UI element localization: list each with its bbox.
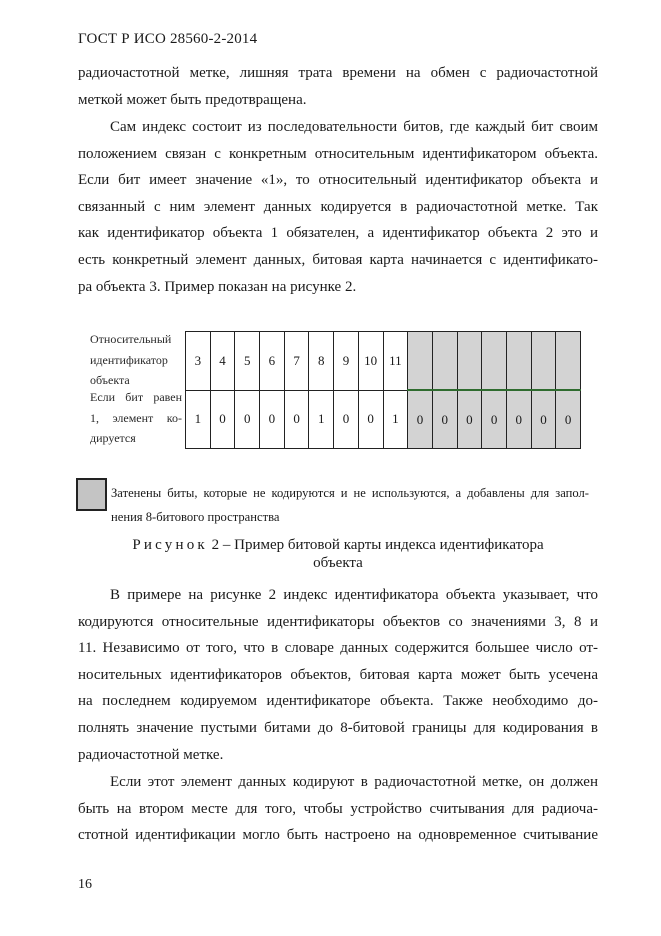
text-line: Сам индекс состоит из последовательности битов, где каждый бит своим xyxy=(110,119,598,135)
text-line: 11. Независимо от того, что в словаре данных содержится большее число от- xyxy=(78,640,598,657)
text-line: В примере на рисунке 2 индекс идентификатора объекта указывает, что xyxy=(110,587,598,603)
object-id-cell xyxy=(457,332,482,391)
bit-cell: 1 xyxy=(186,390,211,449)
legend-text xyxy=(111,481,589,529)
object-id-cell: 7 xyxy=(284,332,309,391)
bit-cell: 0 xyxy=(284,390,309,449)
object-id-cell xyxy=(556,332,581,391)
bitmap-table xyxy=(185,331,581,449)
caption-label: Рисунок xyxy=(132,537,208,553)
document-header: ГОСТ Р ИСО 28560-2-2014 xyxy=(78,31,258,47)
text-line: меткой может быть предотвращена. xyxy=(78,91,307,108)
bit-cell: 0 xyxy=(358,390,383,449)
label-line: объекта xyxy=(90,373,130,387)
object-id-cell: 8 xyxy=(309,332,334,391)
text-line: быть на втором месте для того, чтобы устройство считывания для радиоча- xyxy=(78,800,598,817)
text-line: кодируются относительные идентификаторы объектов со значениями 3, 8 и xyxy=(78,613,598,630)
row-label-object-id xyxy=(90,329,182,391)
text-line: радиочастотной метке, лишняя трата времени на обмен с радиочастотной xyxy=(78,65,598,81)
text-line: связанный с ним элемент данных кодируется в радиочастотной метке. Так xyxy=(78,198,598,215)
text-line: ра объекта 3. Пример показан на рисунке 2. xyxy=(78,278,357,295)
caption-title: – Пример битовой карты индекса идентификатора xyxy=(222,537,544,553)
object-id-cell: 10 xyxy=(358,332,383,391)
paragraph-1 xyxy=(78,60,598,113)
row-label-bit-coded xyxy=(90,387,182,449)
bit-cell: 0 xyxy=(556,390,581,449)
bit-value-row xyxy=(186,390,581,449)
bit-cell: 0 xyxy=(457,390,482,449)
label-line: дируется xyxy=(90,431,136,445)
label-line: Относительный xyxy=(90,332,172,346)
object-id-cell xyxy=(432,332,457,391)
text-line: Если бит имеет значение «1», то относительный идентификатор объекта и xyxy=(78,172,598,189)
text-line: Если этот элемент данных кодируют в радиочастотной метке, он должен xyxy=(110,774,598,790)
bit-cell: 0 xyxy=(235,390,260,449)
object-id-cell xyxy=(506,332,531,391)
object-id-cell: 11 xyxy=(383,332,408,391)
object-id-row xyxy=(186,332,581,391)
text-line: положением связан с конкретным относительным идентификатором объекта. xyxy=(78,145,598,162)
shaded-legend-swatch xyxy=(76,478,107,511)
figure-caption xyxy=(78,536,598,572)
object-id-cell: 5 xyxy=(235,332,260,391)
legend-line: нения 8-битового пространства xyxy=(111,510,280,524)
paragraph-2 xyxy=(78,114,598,300)
legend-line: Затенены биты, которые не кодируются и не используются, а добавлены для запол- xyxy=(111,486,589,500)
bit-cell: 0 xyxy=(260,390,285,449)
object-id-cell: 6 xyxy=(260,332,285,391)
object-id-cell xyxy=(531,332,556,391)
bit-cell: 1 xyxy=(309,390,334,449)
text-line: есть конкретный элемент данных, битовая карта начинается с идентификато- xyxy=(78,251,598,268)
text-line: полнять значение пустыми битами до 8-битовой границы для кодирования в xyxy=(78,719,598,736)
object-id-cell xyxy=(408,332,433,391)
caption-title-line2: объекта xyxy=(313,555,363,571)
bit-cell: 0 xyxy=(482,390,507,449)
page-number: 16 xyxy=(78,877,92,892)
object-id-cell: 9 xyxy=(334,332,359,391)
object-id-cell: 4 xyxy=(210,332,235,391)
text-line: носительных идентификаторов объектов, битовая карта может быть усечена xyxy=(78,666,598,683)
bit-cell: 1 xyxy=(383,390,408,449)
bit-cell: 0 xyxy=(506,390,531,449)
paragraph-4 xyxy=(78,769,598,849)
paragraph-3 xyxy=(78,582,598,768)
label-line: идентификатор xyxy=(90,352,168,367)
text-line: стотной идентификации могло быть настроено на одновременное считывание xyxy=(78,827,598,844)
bit-cell: 0 xyxy=(432,390,457,449)
bit-cell: 0 xyxy=(334,390,359,449)
label-line: Если бит равен xyxy=(90,390,182,404)
text-line: на последнем кодируемом идентификаторе объекта. Также необходимо до- xyxy=(78,693,598,710)
bit-cell: 0 xyxy=(531,390,556,449)
label-line: 1, элемент ко- xyxy=(90,410,182,425)
object-id-cell: 3 xyxy=(186,332,211,391)
object-id-cell xyxy=(482,332,507,391)
text-line: как идентификатор объекта 1 обязателен, а идентификатор объекта 2 это и xyxy=(78,225,598,242)
bit-cell: 0 xyxy=(210,390,235,449)
text-line: радиочастотной метке. xyxy=(78,746,224,763)
bit-cell: 0 xyxy=(408,390,433,449)
caption-number: 2 xyxy=(211,537,220,553)
